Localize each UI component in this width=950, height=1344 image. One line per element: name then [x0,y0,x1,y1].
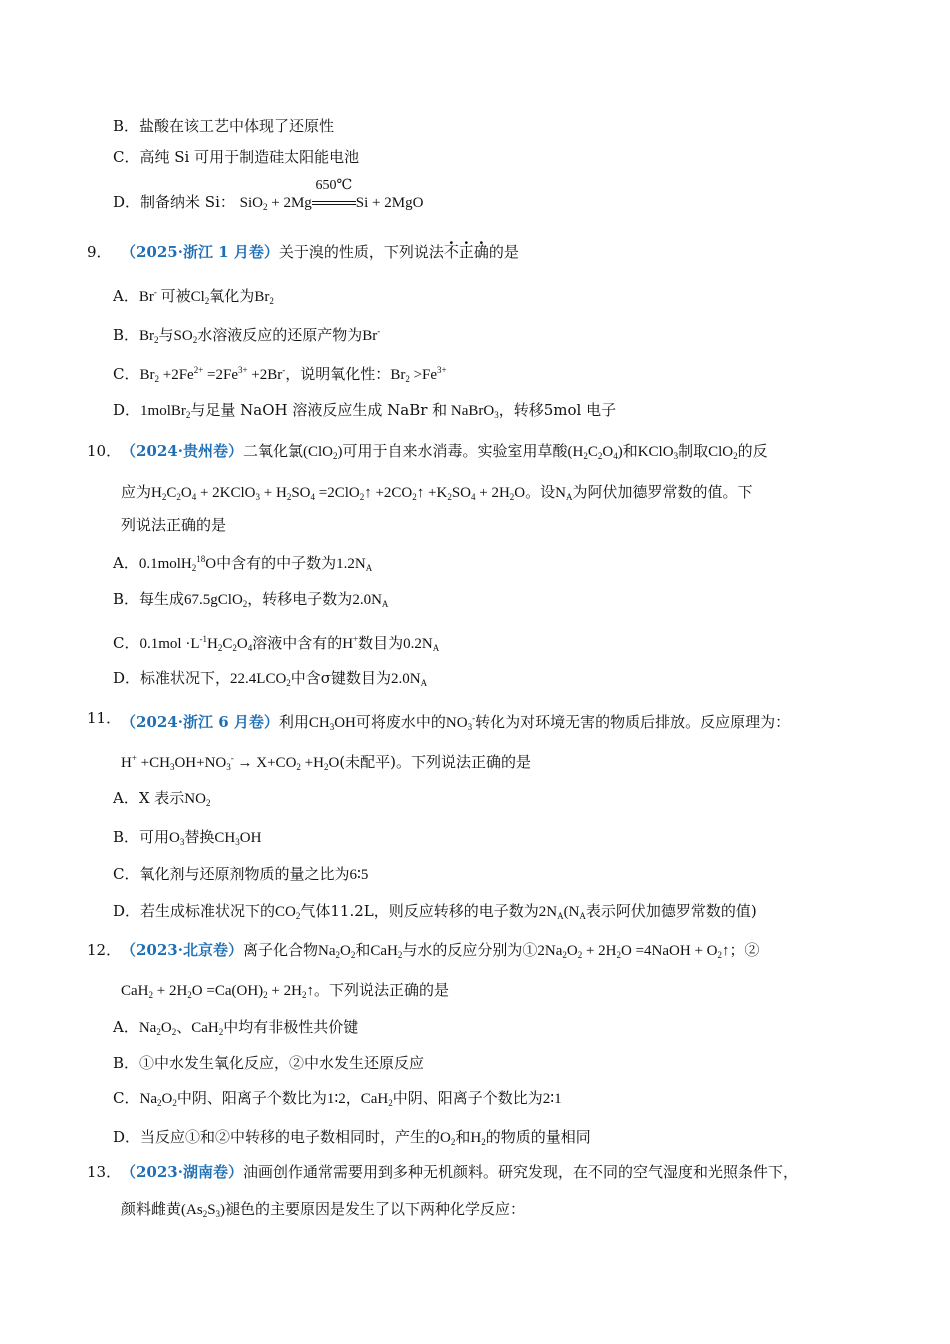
q11-stem-line2: $H^+ +CH_3OH+NO_3^- \to X+CO_2 +H_2O$(未配平)。下列说法正确的是 [121,753,532,772]
q8-option-d-label: D．制备纳米 Si： [113,193,235,211]
q10-number: 10． [87,442,122,460]
q8-option-c [113,145,359,169]
q9-stem: （2025·浙江 1 月卷）关于溴的性质，下列说法不正确的是 [121,243,519,261]
q12-source: （2023·北京卷） [121,941,243,959]
q12-option-b: B．①中水发生氧化反应，②中水发生还原反应 [113,1054,425,1072]
q10-stem-line1: （2024·贵州卷）二氧化氯(ClO$_2$)可用于自来水消毒。实验室用草酸$(H_2C_2O_4)$和KClO$_3$制取ClO$_2$的反 [121,442,768,461]
q10-option-b: B．每生成67.5gClO$_2$，转移电子数为$2.0N_A$ [113,590,389,609]
q12-option-d: D．当反应①和②中转移的电子数相同时，产生的$O_2$和$H_2$的物质的量相同 [113,1128,591,1147]
q10-source: （2024·贵州卷） [121,442,243,460]
q10-stem-line3: 列说法正确的是 [121,516,227,534]
q8-option-b-text: B．盐酸在该工艺中体现了还原性 [113,117,335,135]
q11-source: （2024·浙江 6 月卷） [121,713,279,731]
q9-number: 9． [87,243,112,261]
q12-option-c: C．$Na_2O_2$中阴、阳离子个数比为1∶2，CaH$_2$中阴、阳离子个数比为2∶1 [113,1089,562,1108]
q10-stem-line2: 应为$H_2C_2O_4$ + 2KClO$_3$ + $H_2SO_4$ =2ClO$_2$↑ $+2CO_2↑ +K_2SO_4 + 2H_2O$。设$N_A$为阿伏加德罗常数的值。下 [121,483,753,502]
q13-stem-line2: 颜料雌黄$(As_2S_3)$褪色的主要原因是发生了以下两种化学反应： [121,1200,526,1219]
emphasis-dot: 不 [443,243,459,261]
q11-option-d: D．若生成标准状况下的$CO_2$气体11.2L，则反应转移的电子数为$2N_A(N_A$表示阿伏加德罗常数的值) [113,902,757,921]
q9-source: （2025·浙江 1 月卷） [121,243,279,261]
q10-option-d: D．标准状况下，$22.4LCO_2$中含σ键数目为$2.0N_A$ [113,669,428,688]
q13-number: 13． [87,1163,122,1181]
q9-option-d: D．1molBr$_2$与足量 NaOH 溶液反应生成 NaBr 和 NaBrO$_3$，转移5mol 电子 [113,401,617,420]
q8-option-d-equation: SiO$_2$ + 2Mg 650℃ Si + 2MgO [239,178,424,212]
q11-number: 11． [87,709,122,727]
emphasis-dot: 正 [458,243,474,261]
q8-option-b [113,114,334,138]
q12-stem-line2: $CaH_2 + 2H_2O =Ca(OH)_2$ + $2H_2↑$。下列说法正确的是 [121,981,449,1000]
q8-option-d [113,178,424,219]
q12-number: 12． [87,941,122,959]
q12-option-a: A．$Na_2O_2$、CaH$_2$中均有非极性共价键 [113,1018,359,1037]
q8-option-c-text: C．高纯 Si 可用于制造硅太阳能电池 [113,148,360,166]
q13-source: （2023·湖南卷） [121,1163,243,1181]
q11-option-b: B．可用$O_3$替换$CH_3OH$ [113,828,262,847]
emphasis-dot: 确 [473,243,489,261]
q12-stem-line1: （2023·北京卷）离子化合物$Na_2O_2$和CaH$_2$与水的反应分别为$①2Na_2O_2 + 2H_2O$ =4NaOH + $O_2↑$；② [121,941,760,960]
q9-option-c: C．$Br_2 +2Fe^{2+} =2Fe^{3+} +2Br^-$，说明氧化性：$Br_2 >Fe^{3+}$ [113,365,447,384]
q13-stem-line1: （2023·湖南卷）油画创作通常需要用到多种无机颜料。研究发现，在不同的空气湿度和光照条件下， [121,1163,798,1181]
q9-option-b: B．$Br_2$与$SO_2$水溶液反应的还原产物为Br- [113,326,381,345]
q11-stem-line1: （2024·浙江 6 月卷）利用$CH_3OH$可将废水中的$NO_3^-$转化为对环境无害的物质后排放。反应原理为： [121,713,791,732]
q10-option-a: A．0.1molH$_2^{18}$O中含有的中子数为$1.2N_A$ [113,554,373,573]
q11-option-a: A．X 表示$NO_2$ [113,789,211,808]
q11-option-c: C．氧化剂与还原剂物质的量之比为6∶5 [113,865,369,883]
q10-option-c: C．$0.1mol \cdot L^{-1}H_2C_2O_4$溶液中含有的H+数目为$0.2N_A$ [113,634,440,653]
reaction-condition: 650℃ [312,190,356,205]
q9-option-a: A．Br- 可被$Cl_2$氧化为$Br_2$ [113,287,274,306]
